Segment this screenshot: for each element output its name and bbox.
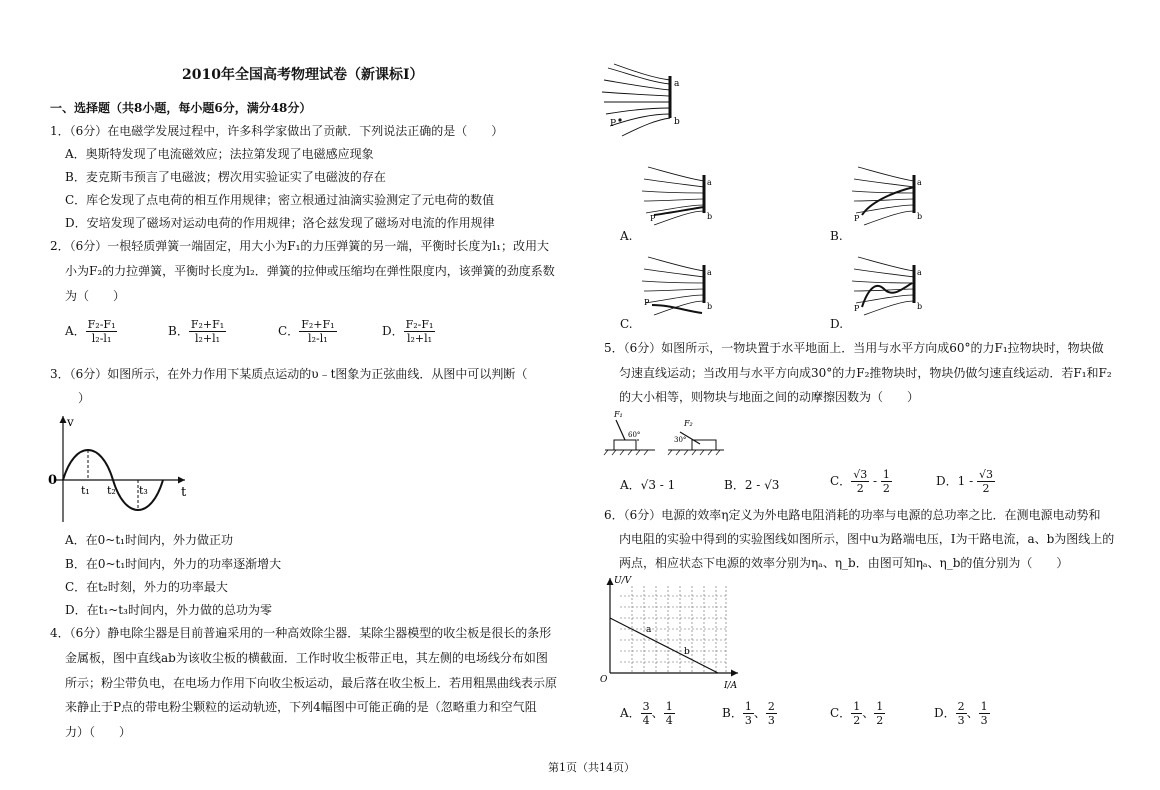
q4-option-c-label: C. bbox=[620, 317, 633, 331]
q4-option-b-figure bbox=[850, 163, 930, 233]
q4-option-a-figure bbox=[640, 163, 720, 233]
svg-text:b: b bbox=[707, 302, 713, 311]
q5-option-b: B．2 - √3 bbox=[724, 478, 780, 492]
svg-text:F₁: F₁ bbox=[614, 410, 623, 419]
t1-label: t₁ bbox=[81, 484, 90, 497]
q3-option-d: D．在t₁~t₃时间内，外力做的总功为零 bbox=[65, 603, 272, 617]
q2-option-b: B． $\frac{\text{F₂+F₁}}{\text{l₂+l₁}}$ bbox=[168, 318, 225, 345]
t2-label: t₂ bbox=[107, 484, 116, 497]
q4-stem-line3: 所示；粉尘带负电，在电场力作用下向收尘板运动，最后落在收尘板上．若用粗黑曲线表示原 bbox=[65, 676, 558, 690]
q3-stem-line2: ） bbox=[78, 391, 91, 405]
q4-option-d-label: D. bbox=[830, 317, 844, 331]
svg-text:a: a bbox=[707, 268, 712, 277]
t-label: t bbox=[181, 485, 187, 500]
q2-option-c: C． $\frac{\text{F₂+F₁}}{\text{l₂-l₁}}$ bbox=[278, 318, 335, 345]
q6-option-a: A． $\frac{3}{4}$ 、 $\frac{1}{4}$ bbox=[620, 700, 673, 727]
svg-text:P: P bbox=[644, 298, 650, 307]
q6-point-b-label: b bbox=[684, 647, 690, 657]
q4-stem-line5: 力）（ ） bbox=[65, 725, 132, 739]
q5-option-c: C． $\frac{√3}{2}$ - $\frac{1}{2}$ bbox=[830, 468, 890, 495]
page-footer: 第1页（共14页） bbox=[548, 761, 635, 774]
q4-option-a-label: A. bbox=[620, 229, 633, 243]
q4-stem-line4: 来静止于P点的带电粉尘颗粒的运动轨迹，下列4幅图中可能正确的是（忽略重力和空气阻 bbox=[65, 700, 537, 714]
page-title: 2010年全国高考物理试卷（新课标Ⅰ） bbox=[182, 67, 424, 83]
q4-option-d-figure bbox=[850, 253, 930, 323]
q6-option-c: C． $\frac{1}{2}$ 、 $\frac{1}{2}$ bbox=[830, 700, 884, 727]
i-axis-label: I/A bbox=[724, 681, 738, 691]
q6-origin-label: O bbox=[600, 675, 608, 685]
svg-text:a: a bbox=[674, 79, 680, 89]
u-axis-label: U/V bbox=[614, 576, 632, 586]
t3-label: t₃ bbox=[139, 484, 148, 497]
q5-stem-line2: 匀速直线运动；当改用与水平方向成30°的力F₂推物块时，物块仍做匀速直线运动．若F₁和F₂ bbox=[619, 366, 1112, 380]
q6-point-a-label: a bbox=[646, 625, 652, 635]
q6-stem-line3: 两点，相应状态下电源的效率分别为ηₐ、η_b．由图可知ηₐ、η_b的值分别为（ ） bbox=[619, 556, 1069, 570]
svg-text:P: P bbox=[610, 119, 617, 129]
q6-line bbox=[610, 618, 718, 673]
svg-text:30°: 30° bbox=[674, 436, 687, 444]
q2-stem-line2: 小为F₂的力拉弹簧，平衡时长度为l₂．弹簧的拉伸或压缩均在弹性限度内，该弹簧的劲度系数 bbox=[65, 264, 555, 278]
q4-option-b-label: B. bbox=[830, 229, 843, 243]
v-label: v bbox=[67, 415, 74, 429]
q6-stem-line1: 6．（6分）电源的效率η定义为外电路电阻消耗的功率与电源的总功率之比．在测电源电动势和 bbox=[604, 508, 1101, 522]
svg-text:60°: 60° bbox=[628, 431, 641, 439]
svg-text:a: a bbox=[917, 178, 922, 187]
q5-figure bbox=[600, 408, 730, 458]
q5-stem-line3: 的大小相等，则物块与地面之间的动摩擦因数为（ ） bbox=[619, 390, 920, 404]
q3-stem-line1: 3．（6分）如图所示，在外力作用下某质点运动的υ﹣t图象为正弦曲线．从图中可以判断（ bbox=[50, 367, 528, 381]
q5-stem-line1: 5．（6分）如图所示，一物块置于水平地面上．当用与水平方向成60°的力F₁拉物块时，物块做 bbox=[604, 341, 1104, 355]
q6-grid bbox=[620, 586, 726, 673]
svg-text:P: P bbox=[650, 214, 656, 223]
q1-option-c: C．库仑发现了点电荷的相互作用规律；密立根通过油滴实验测定了元电荷的数值 bbox=[65, 193, 495, 207]
svg-text:a: a bbox=[917, 268, 922, 277]
q1-option-a: A．奥斯特发现了电流磁效应；法拉第发现了电磁感应现象 bbox=[65, 147, 374, 161]
q2-option-a: A． $\frac{\text{F₂-F₁}}{\text{l₂-l₁}}$ bbox=[65, 318, 116, 345]
q6-ui-graph bbox=[598, 574, 748, 694]
q3-option-a: A．在0~t₁时间内，外力做正功 bbox=[65, 533, 233, 547]
origin-label: 0 bbox=[48, 473, 58, 488]
q1-option-d: D．安培发现了磁场对运动电荷的作用规律；洛仑兹发现了磁场对电流的作用规律 bbox=[65, 216, 495, 230]
q1-stem: 1．（6分）在电磁学发展过程中，许多科学家做出了贡献．下列说法正确的是（ ） bbox=[50, 124, 504, 138]
section-heading: 一、选择题（共8小题，每小题6分，满分48分） bbox=[50, 101, 312, 115]
q5-option-d: D．1 - $\frac{√3}{2}$ bbox=[936, 468, 993, 495]
svg-text:a: a bbox=[707, 178, 712, 187]
q2-stem-line3: 为（ ） bbox=[65, 289, 126, 303]
q6-option-d: D． $\frac{2}{3}$ 、 $\frac{1}{3}$ bbox=[934, 700, 988, 727]
q1-option-b: B．麦克斯韦预言了电磁波；楞次用实验证实了电磁波的存在 bbox=[65, 170, 386, 184]
q4-main-figure bbox=[600, 62, 690, 142]
svg-text:b: b bbox=[707, 212, 713, 221]
svg-text:P: P bbox=[854, 214, 860, 223]
svg-text:F₂: F₂ bbox=[684, 419, 693, 428]
q2-stem-line1: 2．（6分）一根轻质弹簧一端固定，用大小为F₁的力压弹簧的另一端，平衡时长度为l₁；改用大 bbox=[50, 239, 550, 253]
svg-text:P: P bbox=[854, 304, 860, 313]
q3-vt-graph bbox=[45, 410, 205, 525]
svg-text:b: b bbox=[674, 117, 680, 127]
q4-stem-line2: 金属板，图中直线ab为该收尘板的横截面．工作时收尘板带正电，其左侧的电场线分布如图 bbox=[65, 651, 548, 665]
q3-option-b: B．在0~t₁时间内，外力的功率逐渐增大 bbox=[65, 557, 282, 571]
q6-stem-line2: 内电阻的实验中得到的实验图线如图所示，图中u为路端电压，I为干路电流，a、b为图线上的 bbox=[619, 532, 1115, 546]
q6-option-b: B． $\frac{1}{3}$ 、 $\frac{2}{3}$ bbox=[722, 700, 775, 727]
svg-text:b: b bbox=[917, 212, 923, 221]
q4-stem-line1: 4．（6分）静电除尘器是目前普遍采用的一种高效除尘器．某除尘器模型的收尘板是很长的条形 bbox=[50, 626, 552, 640]
q4-option-c-figure bbox=[640, 253, 720, 323]
svg-text:b: b bbox=[917, 302, 923, 311]
q3-option-c: C．在t₂时刻，外力的功率最大 bbox=[65, 580, 228, 594]
q2-option-d: D． $\frac{\text{F₂-F₁}}{\text{l₂+l₁}}$ bbox=[382, 318, 434, 345]
q5-option-a: A．√3 - 1 bbox=[620, 478, 676, 492]
